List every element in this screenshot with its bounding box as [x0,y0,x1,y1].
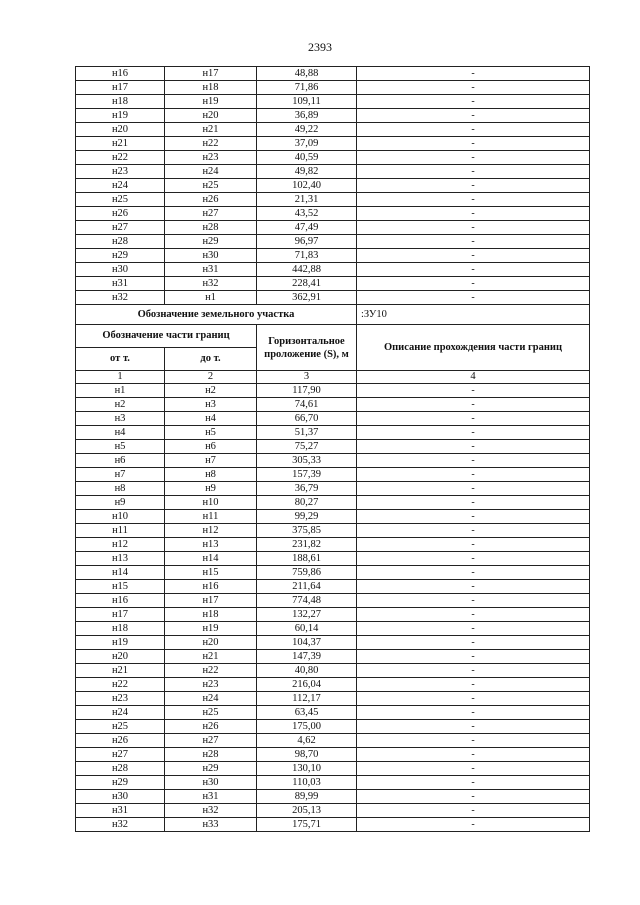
to-point: н31 [165,263,257,277]
horizontal-distance: 205,13 [257,804,357,818]
horizontal-distance: 98,70 [257,748,357,762]
table-row [76,678,590,692]
description: - [357,608,590,622]
horizontal-distance: 37,09 [257,137,357,151]
header-row-1 [76,325,590,348]
horizontal-distance: 40,80 [257,664,357,678]
table-row [76,734,590,748]
horizontal-distance: 305,33 [257,454,357,468]
description: - [357,594,590,608]
horizontal-distance: 130,10 [257,762,357,776]
table-row [76,151,590,165]
horizontal-distance: 36,89 [257,109,357,123]
table-row [76,426,590,440]
from-point: н19 [76,636,165,650]
description: - [357,510,590,524]
horizontal-distance: 36,79 [257,482,357,496]
description: - [357,193,590,207]
from-point: н21 [76,137,165,151]
to-point: н21 [165,650,257,664]
from-point: н31 [76,277,165,291]
from-point: н22 [76,678,165,692]
horizontal-distance: 96,97 [257,235,357,249]
to-point: н29 [165,235,257,249]
horizontal-distance: 40,59 [257,151,357,165]
table-row [76,412,590,426]
description: - [357,263,590,277]
land-plot-value: :ЗУ10 [357,305,590,325]
table-row [76,524,590,538]
from-point: н9 [76,496,165,510]
table-row [76,263,590,277]
horizontal-distance: 132,27 [257,608,357,622]
to-point: н20 [165,636,257,650]
from-point: н24 [76,706,165,720]
column-numbers-row [76,371,590,384]
to-point: н8 [165,468,257,482]
table-row [76,566,590,580]
horizontal-distance: 109,11 [257,95,357,109]
from-point: н21 [76,664,165,678]
description: - [357,291,590,305]
horizontal-distance: 228,41 [257,277,357,291]
horizontal-distance: 104,37 [257,636,357,650]
horizontal-distance: 442,88 [257,263,357,277]
to-point: н26 [165,720,257,734]
description: - [357,221,590,235]
description: - [357,137,590,151]
to-point: н11 [165,510,257,524]
to-point: н32 [165,277,257,291]
horizontal-distance: 157,39 [257,468,357,482]
column-number: 2 [165,371,257,384]
from-point: н20 [76,650,165,664]
to-point: н4 [165,412,257,426]
horizontal-distance: 71,83 [257,249,357,263]
to-header: до т. [165,348,257,371]
boundary-table [75,66,590,832]
table-row [76,692,590,706]
to-point: н15 [165,566,257,580]
from-point: н30 [76,263,165,277]
horizontal-distance: 51,37 [257,426,357,440]
description: - [357,524,590,538]
to-point: н6 [165,440,257,454]
horizontal-distance: 43,52 [257,207,357,221]
description: - [357,440,590,454]
horizontal-distance: 47,49 [257,221,357,235]
table-row [76,95,590,109]
horizontal-distance: 49,22 [257,123,357,137]
to-point: н18 [165,81,257,95]
horizontal-distance: 89,99 [257,790,357,804]
to-point: н33 [165,818,257,832]
table-row [76,440,590,454]
to-point: н26 [165,193,257,207]
description: - [357,552,590,566]
from-point: н7 [76,468,165,482]
to-point: н30 [165,776,257,790]
from-point: н25 [76,720,165,734]
description: - [357,95,590,109]
to-point: н28 [165,748,257,762]
table-row [76,468,590,482]
horizontal-distance: 63,45 [257,706,357,720]
horizontal-distance: 759,86 [257,566,357,580]
description: - [357,482,590,496]
table-row [76,249,590,263]
horizontal-distance: 4,62 [257,734,357,748]
from-point: н14 [76,566,165,580]
description: - [357,804,590,818]
table-row [76,137,590,151]
horizontal-distance: 774,48 [257,594,357,608]
description: - [357,207,590,221]
from-point: н32 [76,291,165,305]
table-row [76,67,590,81]
from-point: н26 [76,207,165,221]
land-plot-row [76,305,590,325]
from-point: н28 [76,762,165,776]
description: - [357,790,590,804]
horizontal-distance: 112,17 [257,692,357,706]
from-point: н10 [76,510,165,524]
to-point: н20 [165,109,257,123]
description: - [357,109,590,123]
from-point: н22 [76,151,165,165]
to-point: н27 [165,207,257,221]
column-number: 4 [357,371,590,384]
to-point: н21 [165,123,257,137]
from-point: н6 [76,454,165,468]
from-header: от т. [76,348,165,371]
section-header [76,305,590,384]
to-point: н10 [165,496,257,510]
description: - [357,426,590,440]
table-row [76,762,590,776]
description: - [357,398,590,412]
bottom-rows [76,384,590,832]
to-point: н22 [165,137,257,151]
from-point: н11 [76,524,165,538]
to-point: н28 [165,221,257,235]
table-row [76,454,590,468]
parts-header: Обозначение части границ [76,325,257,348]
from-point: н2 [76,398,165,412]
description: - [357,706,590,720]
to-point: н13 [165,538,257,552]
to-point: н31 [165,790,257,804]
to-point: н22 [165,664,257,678]
from-point: н32 [76,818,165,832]
table-row [76,538,590,552]
from-point: н15 [76,580,165,594]
horizontal-distance: 175,00 [257,720,357,734]
to-point: н19 [165,622,257,636]
table-row [76,165,590,179]
table-row [76,748,590,762]
table-row [76,193,590,207]
to-point: н23 [165,678,257,692]
table-row [76,650,590,664]
horizontal-distance: 362,91 [257,291,357,305]
horizontal-distance: 60,14 [257,622,357,636]
top-rows [76,67,590,305]
description: - [357,412,590,426]
description: - [357,748,590,762]
from-point: н29 [76,776,165,790]
description: - [357,720,590,734]
description: - [357,249,590,263]
table-row [76,277,590,291]
description: - [357,664,590,678]
table-row [76,482,590,496]
horizontal-distance: 75,27 [257,440,357,454]
from-point: н27 [76,748,165,762]
table-row [76,221,590,235]
description: - [357,468,590,482]
to-point: н5 [165,426,257,440]
to-point: н2 [165,384,257,398]
description: - [357,235,590,249]
description: - [357,277,590,291]
table-row [76,706,590,720]
horizontal-distance: 231,82 [257,538,357,552]
to-point: н7 [165,454,257,468]
horizontal-distance: 49,82 [257,165,357,179]
description: - [357,776,590,790]
description: - [357,734,590,748]
table-row [76,608,590,622]
horizontal-distance: 147,39 [257,650,357,664]
table-row [76,207,590,221]
table-row [76,510,590,524]
horizontal-distance: 110,03 [257,776,357,790]
to-point: н30 [165,249,257,263]
from-point: н20 [76,123,165,137]
table-row [76,179,590,193]
to-point: н32 [165,804,257,818]
to-point: н23 [165,151,257,165]
from-point: н31 [76,804,165,818]
to-point: н18 [165,608,257,622]
table-row [76,636,590,650]
to-point: н25 [165,179,257,193]
description: - [357,650,590,664]
from-point: н18 [76,95,165,109]
horizontal-distance: 175,71 [257,818,357,832]
table-row [76,664,590,678]
horizontal-distance: 71,86 [257,81,357,95]
table-row [76,496,590,510]
to-point: н14 [165,552,257,566]
from-point: н29 [76,249,165,263]
from-point: н17 [76,608,165,622]
to-point: н3 [165,398,257,412]
description: - [357,678,590,692]
table-row [76,123,590,137]
from-point: н19 [76,109,165,123]
land-plot-label: Обозначение земельного участка [76,305,357,325]
horizontal-distance: 99,29 [257,510,357,524]
from-point: н23 [76,165,165,179]
horizontal-distance: 74,61 [257,398,357,412]
to-point: н19 [165,95,257,109]
to-point: н29 [165,762,257,776]
to-point: н24 [165,692,257,706]
table-row [76,384,590,398]
horizontal-distance: 102,40 [257,179,357,193]
table-row [76,580,590,594]
column-number: 3 [257,371,357,384]
description: - [357,496,590,510]
from-point: н30 [76,790,165,804]
from-point: н24 [76,179,165,193]
description: - [357,636,590,650]
from-point: н13 [76,552,165,566]
to-point: н9 [165,482,257,496]
description: - [357,566,590,580]
from-point: н18 [76,622,165,636]
from-point: н5 [76,440,165,454]
from-point: н23 [76,692,165,706]
from-point: н4 [76,426,165,440]
table-row [76,622,590,636]
horizontal-distance: 80,27 [257,496,357,510]
to-point: н17 [165,594,257,608]
table-row [76,235,590,249]
horizontal-distance: 66,70 [257,412,357,426]
table-row [76,109,590,123]
horizontal-header: Горизонтальное проложение (S), м [257,325,357,371]
from-point: н16 [76,594,165,608]
to-point: н25 [165,706,257,720]
column-number: 1 [76,371,165,384]
horizontal-distance: 216,04 [257,678,357,692]
from-point: н26 [76,734,165,748]
to-point: н27 [165,734,257,748]
from-point: н8 [76,482,165,496]
to-point: н1 [165,291,257,305]
from-point: н12 [76,538,165,552]
to-point: н12 [165,524,257,538]
from-point: н17 [76,81,165,95]
to-point: н24 [165,165,257,179]
table-row [76,594,590,608]
to-point: н17 [165,67,257,81]
table-row [76,804,590,818]
table-row [76,81,590,95]
description: - [357,622,590,636]
from-point: н1 [76,384,165,398]
horizontal-distance: 21,31 [257,193,357,207]
description-header: Описание прохождения части границ [357,325,590,371]
from-point: н25 [76,193,165,207]
page-number: 2393 [308,40,332,54]
from-point: н16 [76,67,165,81]
description: - [357,580,590,594]
description: - [357,818,590,832]
table-row [76,398,590,412]
description: - [357,538,590,552]
table-row [76,291,590,305]
description: - [357,165,590,179]
table-row [76,790,590,804]
description: - [357,384,590,398]
description: - [357,454,590,468]
description: - [357,67,590,81]
table-row [76,720,590,734]
to-point: н16 [165,580,257,594]
description: - [357,762,590,776]
description: - [357,123,590,137]
from-point: н28 [76,235,165,249]
description: - [357,179,590,193]
table-row [76,776,590,790]
table-row [76,552,590,566]
horizontal-distance: 211,64 [257,580,357,594]
from-point: н3 [76,412,165,426]
description: - [357,151,590,165]
description: - [357,692,590,706]
table-row [76,818,590,832]
from-point: н27 [76,221,165,235]
horizontal-distance: 117,90 [257,384,357,398]
horizontal-distance: 375,85 [257,524,357,538]
description: - [357,81,590,95]
horizontal-distance: 48,88 [257,67,357,81]
horizontal-distance: 188,61 [257,552,357,566]
